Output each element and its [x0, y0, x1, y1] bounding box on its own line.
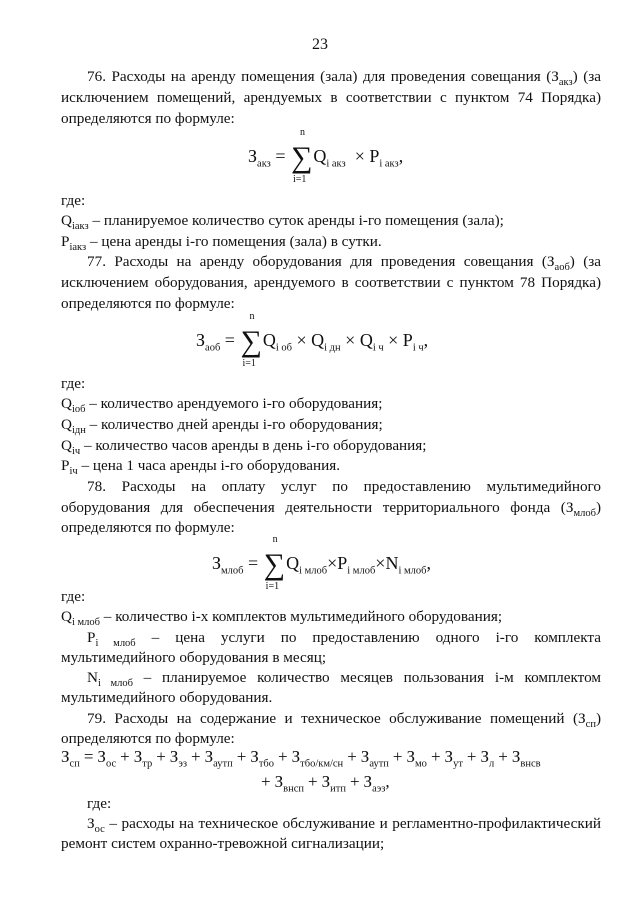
- formula-79-line1: [61, 747, 541, 769]
- formula-term: $З_{аутп}$: [360, 747, 389, 770]
- def-q-ch: $Q_{iч}$ – количество часов аренды в день i-го оборудования;: [61, 437, 427, 458]
- def-p-mlob-cont: мультимедийного оборудования в месяц;: [61, 649, 327, 666]
- formula-term: $З_{аэз}$: [363, 772, 386, 795]
- p77-line1: 77. Расходы на аренду оборудования для проведения совещания $(З_{аоб})$ (за: [87, 253, 601, 274]
- formula-term: $З_{внсп}$: [274, 772, 304, 795]
- def-p-akz: $P_{iакз}$ – цена аренды i-го помещения (зала) в сутки.: [61, 233, 382, 254]
- p78-line1: 78. Расходы на оплату услуг по предоставлению мультимедийного: [87, 478, 601, 495]
- p79-line2: определяются по формуле:: [61, 730, 235, 747]
- formula-operator: +: [261, 772, 271, 791]
- def-n-mlob: $N_{i млоб}$ – планируемое количество месяцев пользования i-м комплектом: [87, 669, 601, 690]
- formula-78: $З_{млоб}$ = n ∑ i=1 $Q_{i млоб}\times P_{i млоб}\times N_{i млоб}$,: [212, 534, 431, 592]
- formula-operator: +: [307, 772, 318, 791]
- formula-term: $З_{тр}$: [133, 747, 153, 770]
- formula-operator: +: [498, 747, 508, 766]
- def-q-ob: $Q_{iоб}$ – количество арендуемого i-го оборудования;: [61, 395, 383, 416]
- p77-line2: исключением оборудования, арендуемого в соответствии с пунктом 78 Порядка): [61, 274, 601, 291]
- p77-line3: определяются по формуле:: [61, 295, 235, 312]
- formula-operator: ,: [385, 772, 390, 791]
- formula-term: $З_{сп}$: [61, 747, 80, 770]
- formula-term: $З_{тбо}$: [250, 747, 275, 770]
- sum-sign: n ∑ i=1: [290, 127, 313, 185]
- where-label: где:: [61, 375, 86, 392]
- p79-line1: 79. Расходы на содержание и техническое обслуживание помещений $(З_{сп})$: [87, 710, 601, 731]
- formula-term: $З_{итп}$: [321, 772, 346, 795]
- formula-operator: +: [190, 747, 201, 766]
- def-n-mlob-cont: мультимедийного оборудования.: [61, 689, 273, 706]
- def-z-os-cont: ремонт систем охранно-тревожной сигнализации;: [61, 835, 385, 852]
- formula-term: $З_л$: [480, 747, 495, 770]
- formula-term: $З_{ут}$: [444, 747, 463, 770]
- formula-operator: +: [120, 747, 130, 766]
- formula-77: $З_{аоб}$ = n ∑ i=1 $Q_{i об} \times Q_{i дн} \times Q_{i ч} \times P_{i ч}$,: [196, 311, 429, 369]
- formula-operator: +: [347, 747, 357, 766]
- page-number: 23: [312, 36, 328, 53]
- formula-term: $З_{мо}$: [406, 747, 427, 770]
- formula-term: $З_{аутп}$: [204, 747, 233, 770]
- formula-operator: +: [466, 747, 477, 766]
- where-label: где:: [61, 192, 86, 209]
- formula-operator: +: [349, 772, 360, 791]
- formula-term: $З_{ос}$: [97, 747, 117, 770]
- formula-term: $З_{эз}$: [169, 747, 187, 770]
- p78-line2: оборудования для обеспечения деятельности территориального фонда $(З_{млоб})$: [61, 499, 601, 520]
- formula-operator: +: [392, 747, 403, 766]
- def-p-ch: $P_{iч}$ – цена 1 часа аренды i-го оборудования.: [61, 457, 341, 478]
- formula-operator: =: [83, 747, 94, 766]
- def-p-mlob: $P_{i млоб}$ – цена услуги по предоставлению одного i-го комплекта: [87, 629, 601, 650]
- sum-sign: n ∑ i=1: [263, 534, 286, 592]
- p76-line2: исключением помещений, арендуемых в соответствии с пунктом 74 Порядка): [61, 89, 601, 106]
- formula-term: $З_{внсв}$: [511, 747, 541, 770]
- sum-sign: n ∑ i=1: [240, 311, 262, 369]
- formula-79-line2: [257, 772, 390, 794]
- def-q-mlob: $Q_{i млоб}$ – количество i-х комплектов мультимедийного оборудования;: [61, 608, 503, 629]
- def-q-dn: $Q_{iдн}$ – количество дней аренды i-го оборудования;: [61, 416, 383, 437]
- def-q-akz: $Q_{iакз}$ – планируемое количество суток аренды i-го помещения (зала);: [61, 212, 504, 233]
- p76-line1: 76. Расходы на аренду помещения (зала) для проведения совещания $(З_{акз})$ (за: [87, 68, 602, 89]
- formula-operator: +: [278, 747, 288, 766]
- p78-line3: определяются по формуле:: [61, 519, 235, 536]
- p76-line3: определяются по формуле:: [61, 110, 235, 127]
- formula-operator: +: [236, 747, 247, 766]
- formula-operator: +: [430, 747, 441, 766]
- formula-operator: +: [156, 747, 166, 766]
- where-label: где:: [87, 795, 112, 812]
- formula-term: $З_{тбо/км/сн}$: [291, 747, 344, 770]
- where-label: где:: [61, 588, 86, 605]
- formula-76: $З_{акз}$ = n ∑ i=1 $Q_{i акз} \times P_{i акз}$,: [248, 127, 404, 185]
- def-z-os: $З_{ос}$ – расходы на техническое обслуживание и регламентно-профилактический: [87, 815, 601, 836]
